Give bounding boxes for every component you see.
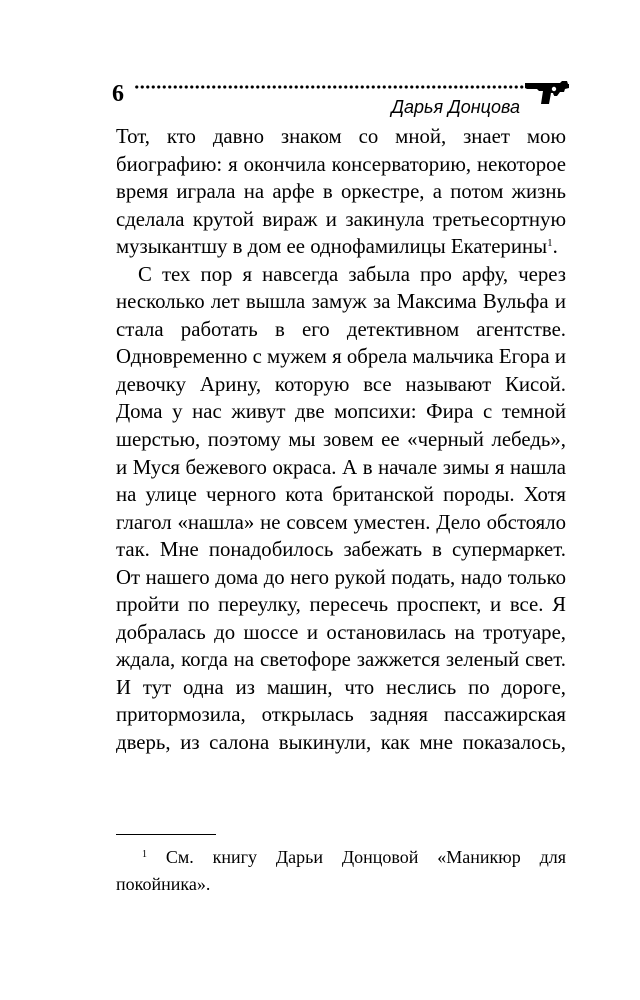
page-number: 6 — [112, 81, 124, 107]
running-header — [0, 0, 640, 120]
footnote-paragraph — [116, 844, 566, 898]
revolver-icon — [524, 80, 570, 106]
footnote-reference[interactable]: 1 — [547, 237, 553, 250]
footnote-text: См. книгу Дарьи Донцовой «Маникюр для покойника». — [116, 847, 567, 894]
running-head-author: Дарья Донцова — [391, 97, 520, 117]
footnote — [116, 844, 566, 898]
paragraph-text: Тот, кто давно знаком со мной, знает мою биографию: я окончила консерваторию, некоторое время играла на арфе в оркестре, а потом жизнь сделала крутой вираж и закинула третьесортную музыкантшу в дом ее однофамилицы Екатерины — [116, 125, 566, 259]
footnote-marker: 1 — [142, 849, 147, 860]
paragraph-end: . — [552, 235, 558, 259]
paragraph: С тех пор я навсегда забыла про арфу, через несколько лет вышла замуж за Максима Вульфа и стала работать в его детективном агентстве. Одновременно с мужем я обрела мальчика Егора и девочку Арину, которую все называют Кисой. Дома у нас живут две мопсихи: Фира с темной шерстью, поэтому мы зовем ее «черный лебедь», и Муся бежевого окраса. А в начале зимы я нашла на улице черного кота британской породы. Хотя глагол «нашла» не совсем уместен. Дело обстояло так. Мне понадобилось забежать в супермаркет. От нашего дома до него рукой подать, надо только пройти по переулку, пересечь проспект, и все. Я добралась до шоссе и остановилась на тротуаре, ждала, когда на светофоре зажжется зеленый свет. И тут одна из машин, что неслись по дороге, притормозила, открылась задняя пассажирская дверь, из салона выкинули, как мне показалось, — [116, 262, 566, 755]
main-text — [116, 123, 566, 757]
footnote-separator — [116, 834, 216, 835]
dotted-leader — [134, 83, 526, 91]
paragraph — [116, 123, 566, 261]
